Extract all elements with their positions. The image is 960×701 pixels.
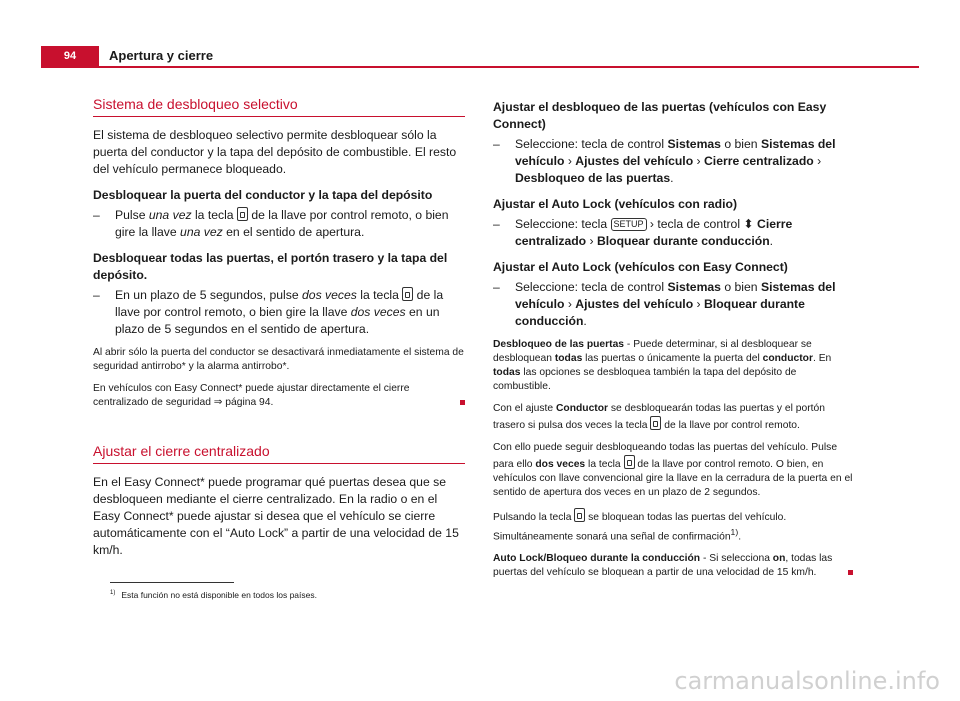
body-paragraph: Auto Lock/Bloqueo durante la conducción - Si selecciona on, todas las puertas del vehículo se bloquean a partir de una velocidad de 15 km/h. (493, 552, 853, 580)
footnote-rule (110, 582, 234, 583)
left-column (93, 96, 465, 559)
unlock-key-icon (402, 287, 413, 301)
up-down-arrows-icon: ⬍ (743, 217, 754, 231)
subheading-todas: Desbloquear todas las puertas, el portón trasero y la tapa del depósito. (93, 251, 448, 282)
subheading-easy-connect: Ajustar el desbloqueo de las puertas (vehículos con Easy Connect) (493, 100, 827, 131)
setup-key: SETUP (611, 218, 647, 231)
section-end-mark (848, 570, 853, 575)
section-title-desbloqueo: Sistema de desbloqueo selectivo (93, 96, 465, 117)
page-number: 94 (41, 46, 99, 66)
list-item: – Pulse una vez la tecla de la llave por control remoto, o bien gire la llave una vez en el sentido de apertura. (93, 208, 449, 239)
body-paragraph: En el Easy Connect* puede programar qué puertas desea que se desbloqueen mediante el cierre centralizado. En la radio o en el Easy Connect* puede ajustar si desea que el vehículo se cierre automáticamente con el “Auto Lock” a partir de una velocidad de 15 km/h. (93, 475, 459, 557)
right-column (493, 99, 853, 580)
list-item: – Seleccione: tecla SETUP › tecla de control ⬍ Cierre centralizado › Bloquear durante conducción. (493, 217, 793, 248)
header-rule (41, 66, 919, 68)
watermark: carmanualsonline.info (674, 667, 940, 695)
footnote: $^{1)}$ Esta función no está disponible en todos los países. (110, 590, 317, 600)
page-section-title: Apertura y cierre (109, 48, 214, 63)
note-paragraph: Al abrir sólo la puerta del conductor se desactivará inmediatamente el sistema de seguridad antirrobo* y la alarma antirrobo*. (93, 347, 464, 372)
section-end-mark (460, 400, 465, 405)
subheading-radio: Ajustar el Auto Lock (vehículos con radio) (493, 197, 738, 211)
list-item: – En un plazo de 5 segundos, pulse dos veces la tecla de la llave por control remoto, o bien gire la llave dos veces en un plazo de 5 segundos en el sentido de apertura. (93, 288, 444, 336)
unlock-key-icon (237, 207, 248, 221)
body-paragraph: Desbloqueo de las puertas - Puede determinar, si al desbloquear se desbloquean todas las puertas o únicamente la puerta del conductor. En todas las opciones se desbloquea también la tapa del depósito de combustible. (493, 339, 832, 392)
list-item: – Seleccione: tecla de control Sistemas o bien Sistemas del vehículo › Ajustes del vehículo › Cierre centralizado › Desbloqueo de las puertas. (493, 137, 836, 185)
lock-key-icon (574, 508, 585, 522)
body-paragraph: Pulsando la tecla se bloquean todas las puertas del vehículo. Simultáneamente sonará una señal de confirmación$^{1)}$. (493, 508, 853, 544)
intro-paragraph: El sistema de desbloqueo selectivo permite desbloquear sólo la puerta del conductor y la tapa del depósito de combustible. El resto del vehículo permanece bloqueado. (93, 128, 457, 176)
list-item: – Seleccione: tecla de control Sistemas o bien Sistemas del vehículo › Ajustes del vehículo › Bloquear durante conducción. (493, 280, 836, 328)
unlock-key-icon (624, 455, 635, 469)
subheading-autolock-easy: Ajustar el Auto Lock (vehículos con Easy Connect) (493, 260, 788, 274)
note-paragraph: En vehículos con Easy Connect* puede ajustar directamente el cierre centralizado de seguridad ⇒ página 94. (93, 382, 465, 410)
section-title-cierre: Ajustar el cierre centralizado (93, 443, 465, 464)
body-paragraph: Con ello puede seguir desbloqueando todas las puertas del vehículo. Pulse para ello dos veces la tecla de la llave por control remoto. O bien, en vehículos con llave convencional gire la llave en la cerradura de la puerta en el sentido de apertura dos veces en un plazo de 2 segundos. (493, 442, 853, 498)
subheading-conductor: Desbloquear la puerta del conductor y la tapa del depósito (93, 188, 433, 202)
body-paragraph: Con el ajuste Conductor se desbloquearán todas las puertas y el portón trasero si pulsa dos veces la tecla de la llave por control remoto. (493, 403, 825, 431)
unlock-key-icon (650, 416, 661, 430)
